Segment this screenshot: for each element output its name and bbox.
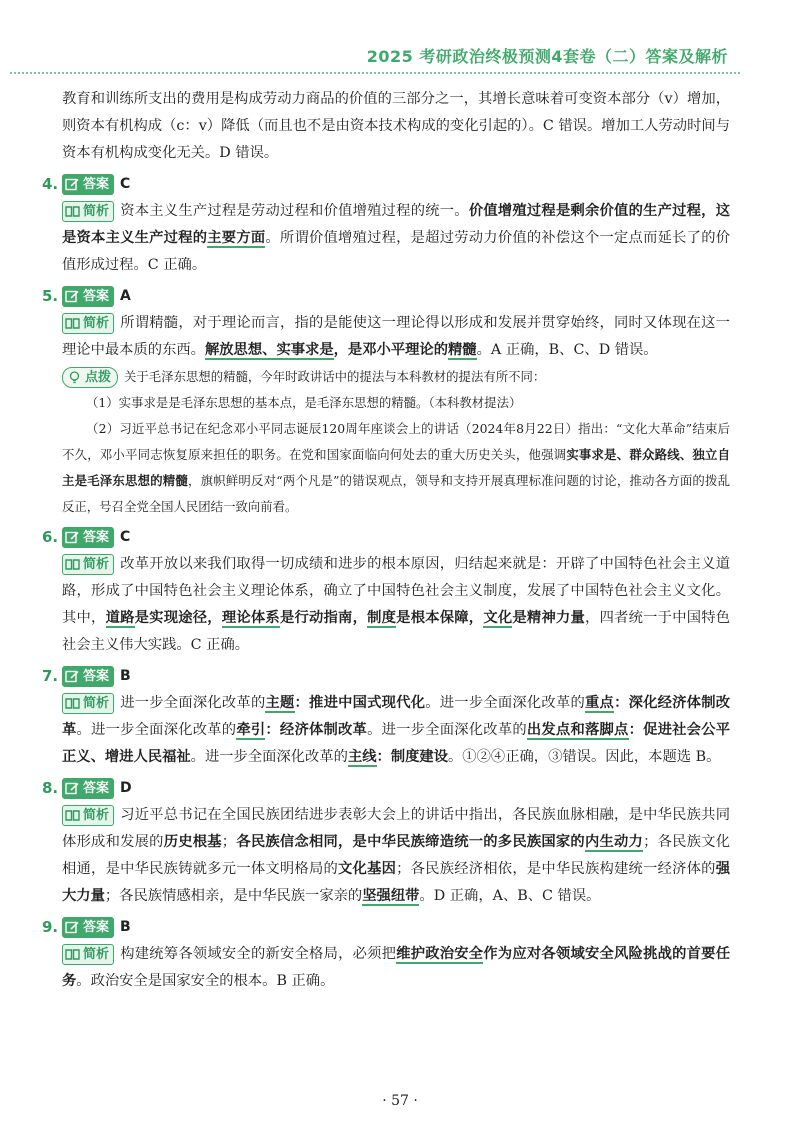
answer-tag-label: 答案 [83,919,110,935]
analysis-key-term: 内生动力 [584,834,644,850]
intro-paragraph: 教育和训练所支出的费用是构成劳动力商品的价值的三部分之一，其增长意味着可变资本部分（v）增加，则资本有机构成（c：v）降低（而且也不是由资本技术构成的变化引起的）。C 错误。增加工人劳动时间与资本有机构成变化无关。D 错误。 [62,91,730,161]
analysis-key-term: 文化 [483,610,513,626]
analysis-bold: 是行动指南， [279,610,368,626]
analysis-key-term: 主线 [347,749,377,765]
analysis-text [62,690,730,771]
analysis-bold: ：制度建设 [376,749,449,765]
analysis-key-term: 理论体系 [221,610,280,626]
analysis-key-term: 主要方面 [207,230,266,246]
pencil-note-icon [65,921,80,934]
analysis-text [62,802,730,910]
answer-tag-label: 答案 [83,529,110,545]
answer-letter: A [120,287,131,304]
answer-tag [62,286,114,307]
answer-letter: C [120,528,131,545]
analysis-segment: 资本主义生产过程是劳动过程和价值增殖过程的统一。 [120,203,469,219]
analysis-tag [62,805,114,826]
document-body [42,86,731,995]
analysis-tag [62,944,114,965]
question-9 [42,913,730,995]
analysis-segment: 。进一步全面深化改革的 [190,749,348,765]
answer-tag-label: 答案 [83,668,110,684]
answer-tag [62,174,114,195]
analysis-segment: 习近平总书记在全国民族团结进步表彰大会上的讲话中指出，各民族血脉相融，是中华民族共同体形成和发展的 [62,807,730,850]
answer-tag-label: 答案 [83,780,110,796]
analysis-segment: 构建统筹各领域安全的新安全格局，必须把 [120,946,397,962]
analysis-tag [62,313,114,334]
answer-letter: B [120,667,131,684]
answer-tag [62,666,114,687]
analysis-key-term: 坚强纽带 [362,888,420,904]
question-7 [42,662,731,771]
analysis-key-term: 解放思想、实事求是 [204,342,334,358]
analysis-bold: 各民族信念相同，是中华民族缔造统一的多民族国家的 [236,834,585,850]
analysis-bold: ：经济体制改革 [265,722,368,738]
analysis-key-term: 精髓 [448,342,477,358]
page-header-title: 2025 考研政治终极预测4套卷（二）答案及解析 [366,47,728,66]
analysis-segment: 所谓精髓，对于理论而言，指的是能使这一理论得以形成和发展并贯穿始终，同时又体现在这一理论中最本质的东西。 [62,315,730,358]
question-number: 5. [42,286,59,305]
question-number: 6. [42,527,59,546]
analysis-text [62,198,730,279]
pencil-note-icon [65,782,80,795]
book-icon [65,697,80,710]
analysis-key-term: 牵引 [236,722,266,738]
analysis-key-term: 主题 [265,695,295,711]
analysis-bold: 是精神力量 [512,610,586,626]
analysis-bold: 是实现途径， [134,610,222,626]
answer-tag [62,778,114,799]
answer-letter: B [120,918,131,935]
analysis-segment: 改革开放以来我们取得一切成绩和进步的根本原因，归结起来就是：开辟了中国特色社会主义道路，形成了中国特色社会主义理论体系，确立了中国特色社会主义制度，发展了中国特色社会主义文化。其中， [62,556,730,626]
question-6 [42,523,731,659]
tip-segment: （2）习近平总书记在纪念邓小平同志诞辰120周年座谈会上的讲话（2024年8月22日）指出：“文化大革命”结束后不久，邓小平同志恢复原来担任的职务。在党和国家面临向何处去的重大历史关头，他强调 [62,421,730,462]
analysis-segment: 。①②④正确，③错误。因此，本题选 B。 [448,749,721,765]
analysis-tag [62,554,114,575]
analysis-segment: ； [221,834,237,850]
tip-block [62,364,730,520]
analysis-tag-label: 简析 [83,556,110,572]
answer-tag [62,917,114,938]
pencil-note-icon [65,178,80,191]
analysis-segment: 。进一步全面深化改革的 [425,695,586,711]
analysis-segment: ；各民族文化相通，是中华民族铸就多元一体文明格局的 [62,834,731,877]
analysis-tag-label: 简析 [83,695,110,711]
analysis-key-term: 制度 [367,610,397,626]
analysis-tag [62,201,114,222]
question-number: 8. [42,778,59,797]
tip-segment: ，旗帜鲜明反对“两个凡是”的错误观点，领导和支持开展真理标准问题的讨论，推动各方面的拨乱反正，号召全党全国人民团结一致向前看。 [62,473,731,514]
analysis-text [62,941,730,995]
analysis-segment: 。政治安全是国家安全的根本。B 正确。 [76,973,335,989]
analysis-key-term: 出发点和落脚点 [526,722,629,738]
pencil-note-icon [65,670,80,683]
analysis-bold: 作为应对各领域安全风险挑战的首要任务 [62,946,730,989]
analysis-segment: ；各民族情感相亲，是中华民族一家亲的 [104,888,363,904]
answer-tag-label: 答案 [83,176,110,192]
answer-tag-label: 答案 [83,288,110,304]
analysis-bold: ：促进社会公平正义、增进人民福祉 [62,722,731,765]
tip-bold: 实事求是、群众路线、独立自主是毛泽东思想的精髓 [62,447,731,488]
analysis-tag [62,693,114,714]
header-divider [10,72,740,74]
question-4 [42,170,731,279]
page-number: · 57 · [382,1093,418,1109]
analysis-text [62,551,730,659]
question-5 [42,282,731,520]
answer-letter: D [120,779,132,796]
analysis-bold: ：深化经济体制改革 [62,695,731,738]
analysis-segment: ；各民族经济相依，是中华民族构建统一经济体的 [396,861,716,877]
analysis-segment: 。进一步全面深化改革的 [76,722,237,738]
book-icon [65,558,80,571]
analysis-segment: 。进一步全面深化改革的 [367,722,527,738]
analysis-tag-label: 简析 [83,807,110,823]
analysis-bold: 价值增殖过程是剩余价值的生产过程，这是资本主义生产过程的 [62,203,731,246]
analysis-tag-label: 简析 [83,315,110,331]
question-number: 9. [42,917,59,936]
analysis-tag-label: 简析 [83,203,110,219]
analysis-segment: ，四者统一于中国特色社会主义伟大实践。C 正确。 [62,610,731,653]
analysis-bold: 文化基因 [338,861,397,877]
pencil-note-icon [65,531,80,544]
analysis-key-term: 重点 [585,695,615,711]
pencil-note-icon [65,290,80,303]
book-icon [65,809,80,822]
tip-point-2 [62,416,730,520]
book-icon [65,948,80,961]
analysis-key-term: 维护政治安全 [396,946,484,962]
tip-point-1: （1）实事求是是毛泽东思想的基本点，是毛泽东思想的精髓。（本科教材提法） [86,395,522,410]
analysis-tag-label: 简析 [83,946,110,962]
analysis-segment: 进一步全面深化改革的 [120,695,266,711]
analysis-segment: 。D 正确，A、B、C 错误。 [419,888,601,904]
analysis-text [62,310,730,364]
tip-tag-label: 点拨 [85,370,112,385]
question-number: 4. [42,174,59,193]
answer-letter: C [120,175,131,192]
tip-tag [62,367,118,388]
analysis-bold: 是根本保障， [396,610,484,626]
book-icon [65,205,80,218]
question-number: 7. [42,666,59,685]
question-8 [42,774,731,910]
analysis-bold: 强大力量 [62,861,731,904]
analysis-bold: ，是邓小平理论的 [333,342,449,358]
tip-intro-text: 关于毛泽东思想的精髓，今年时政讲话中的提法与本科教材的提法有所不同： [124,369,546,384]
analysis-bold: ：推进中国式现代化 [294,695,426,711]
book-icon [65,317,80,330]
answer-tag [62,527,114,548]
analysis-segment: 。所谓价值增殖过程，是超过劳动力价值的补偿这个一定点而延长了的价值形成过程。C 正确。 [62,230,731,273]
lightbulb-icon [67,371,82,384]
tip-intro [62,364,730,390]
analysis-key-term: 道路 [105,610,135,626]
analysis-segment: 。A 正确，B、C、D 错误。 [476,342,658,358]
analysis-bold: 历史根基 [163,834,222,850]
